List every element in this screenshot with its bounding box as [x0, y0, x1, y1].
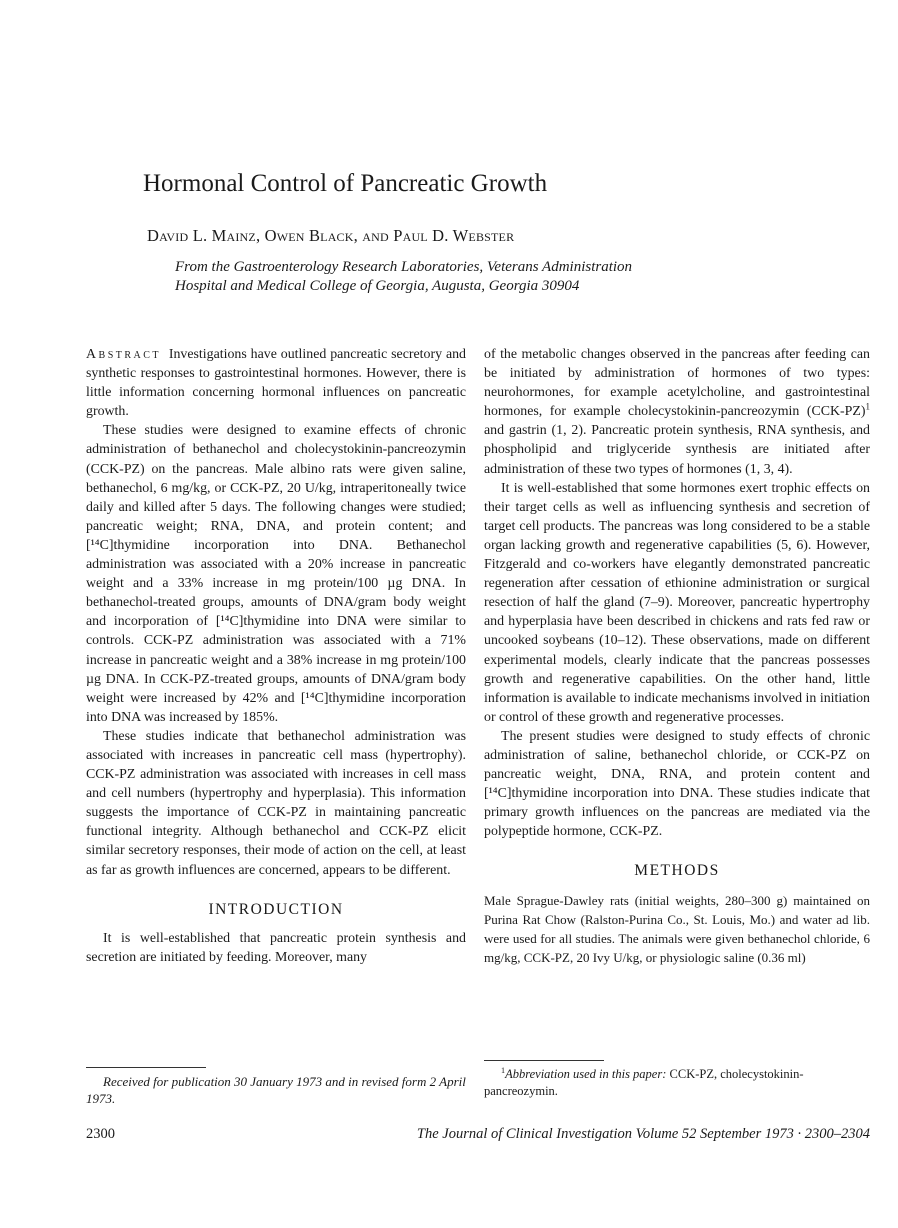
intro-p1-text-b: and gastrin (1, 2). Pancreatic protein synthesis, RNA synthesis, and phospholipid and triglyceride synthesis are initiated after administration of these two types of hormones (1, 3, 4).	[484, 423, 870, 477]
footnote-divider-left	[86, 1067, 206, 1068]
right-column	[484, 345, 870, 967]
footnote-mark: 1	[501, 1065, 506, 1075]
methods-paragraph-1: Male Sprague-Dawley rats (initial weights, 280–300 g) maintained on Purina Rat Chow (Ralston-Purina Co., St. Louis, Mo.) and water ad lib. were used for all studies. The animals were given bethanechol chloride, 6 mg/kg, CCK-PZ, 20 Ivy U/kg, or physiologic saline (0.36 ml)	[484, 892, 870, 966]
footnote-text: CCK-PZ, cholecystokinin-pancreozymin.	[484, 1067, 804, 1098]
left-column	[86, 345, 466, 967]
abstract-paragraph-1	[86, 345, 466, 421]
abstract-label: Abstract	[86, 347, 162, 362]
introduction-heading: INTRODUCTION	[208, 900, 344, 918]
abstract-paragraph-3: These studies indicate that bethanechol administration was associated with increases in pancreatic cell mass (hypertrophy). CCK-PZ administration was associated with increases in cell mass and cell numbers (hypertrophy and hyperplasia). This information suggests the importance of CCK-PZ in maintaining pancreatic functional integrity. Although bethanechol and CCK-PZ elicit similar secretory responses, their mode of action on the cell, at least as far as growth influences are concerned, appears to be different.	[86, 728, 466, 878]
abstract-paragraph-2: These studies were designed to examine effects of chronic administration of bethanechol and cholecystokinin-pancreozymin (CCK-PZ) on the pancreas. Male albino rats were given saline, bethanechol, 6 mg/kg, or CCK-PZ, 20 U/kg, intraperitoneally twice daily and killed after 5 days. The following changes were studied; pancreatic weight; RNA, DNA, and protein content; and [¹⁴C]thymidine incorporation into DNA. Bethanechol administration was associated with a 20% increase in pancreatic weight and a 33% increase in mg protein/100 µg DNA. In bethanechol-treated groups, amounts of DNA/gram body weight and incorporation of [¹⁴C]thymidine into DNA were similar to controls. CCK-PZ administration was associated with a 71% increase in pancreatic weight and a 38% increase in mg protein/100 µg DNA. In CCK-PZ-treated groups, amounts of DNA/gram body weight were increased by 42% and [¹⁴C]thymidine incorporation into DNA was increased by 185%.	[86, 423, 466, 725]
page-number: 2300	[86, 1126, 115, 1142]
introduction-paragraph-3: The present studies were designed to study effects of chronic administration of saline, bethanechol chloride, or CCK-PZ on pancreatic weight, DNA, RNA, and protein content and [¹⁴C]thymidine incorporation into DNA. These studies indicate that primary growth influences on the pancreas are mediated via the polypeptide hormone, CCK-PZ.	[484, 728, 870, 840]
abbreviation-footnote	[484, 1066, 870, 1100]
author-list: David L. Mainz, Owen Black, and Paul D. Webster	[147, 226, 515, 245]
journal-citation: The Journal of Clinical Investigation Volume 52 September 1973 · 2300–2304	[416, 1126, 870, 1142]
footnote-label: Abbreviation used in this paper:	[505, 1067, 667, 1081]
introduction-paragraph-2: It is well-established that some hormones exert trophic effects on their target cells as well as influencing synthesis and secretion of target cell products. The pancreas was long considered to be a stable organ lacking growth and regenerative capabilities (5, 6). However, Fitzgerald and co-workers have elegantly demonstrated pancreatic regeneration after cessation of ethionine administration or surgical resection of half the gland (7–9). Moreover, pancreatic hypertrophy and hyperplasia have been described in chickens and rats fed raw or uncooked soybeans (10–12). These observations, made on different experimental models, clearly indicate that the pancreas possesses growth and regenerative capabilities. On the other hand, little information is available to indicate mechanisms involved in initiation or control of these growth and regenerative processes.	[484, 480, 870, 725]
footnote-divider-right	[484, 1060, 604, 1061]
affiliation	[175, 258, 632, 296]
abstract-text-1: Investigations have outlined pancreatic secretory and synthetic responses to gastrointestinal hormones. However, there is little information concerning hormonal influences on pancreatic growth.	[86, 347, 467, 420]
received-note: Received for publication 30 January 1973 and in revised form 2 April 1973.	[86, 1074, 466, 1106]
affiliation-line-1: From the Gastroenterology Research Laboratories, Veterans Administration	[175, 259, 633, 275]
affiliation-line-2: Hospital and Medical College of Georgia, Augusta, Georgia 30904	[175, 278, 580, 294]
methods-heading: METHODS	[634, 862, 720, 880]
article-title: Hormonal Control of Pancreatic Growth	[143, 170, 548, 197]
introduction-paragraph-1-continued	[484, 345, 870, 479]
introduction-paragraph-1-start: It is well-established that pancreatic protein synthesis and secretion are initiated by feeding. Moreover, many	[86, 930, 466, 965]
intro-p1-text-a: of the metabolic changes observed in the pancreas after feeding can be initiated by administration of hormones of two types: neurohormones, for example acetylcholine, and gastrointestinal hormones, for example cholecystokinin-pancreozymin (CCK-PZ)	[484, 347, 870, 420]
footnote-reference: 1	[865, 401, 870, 412]
